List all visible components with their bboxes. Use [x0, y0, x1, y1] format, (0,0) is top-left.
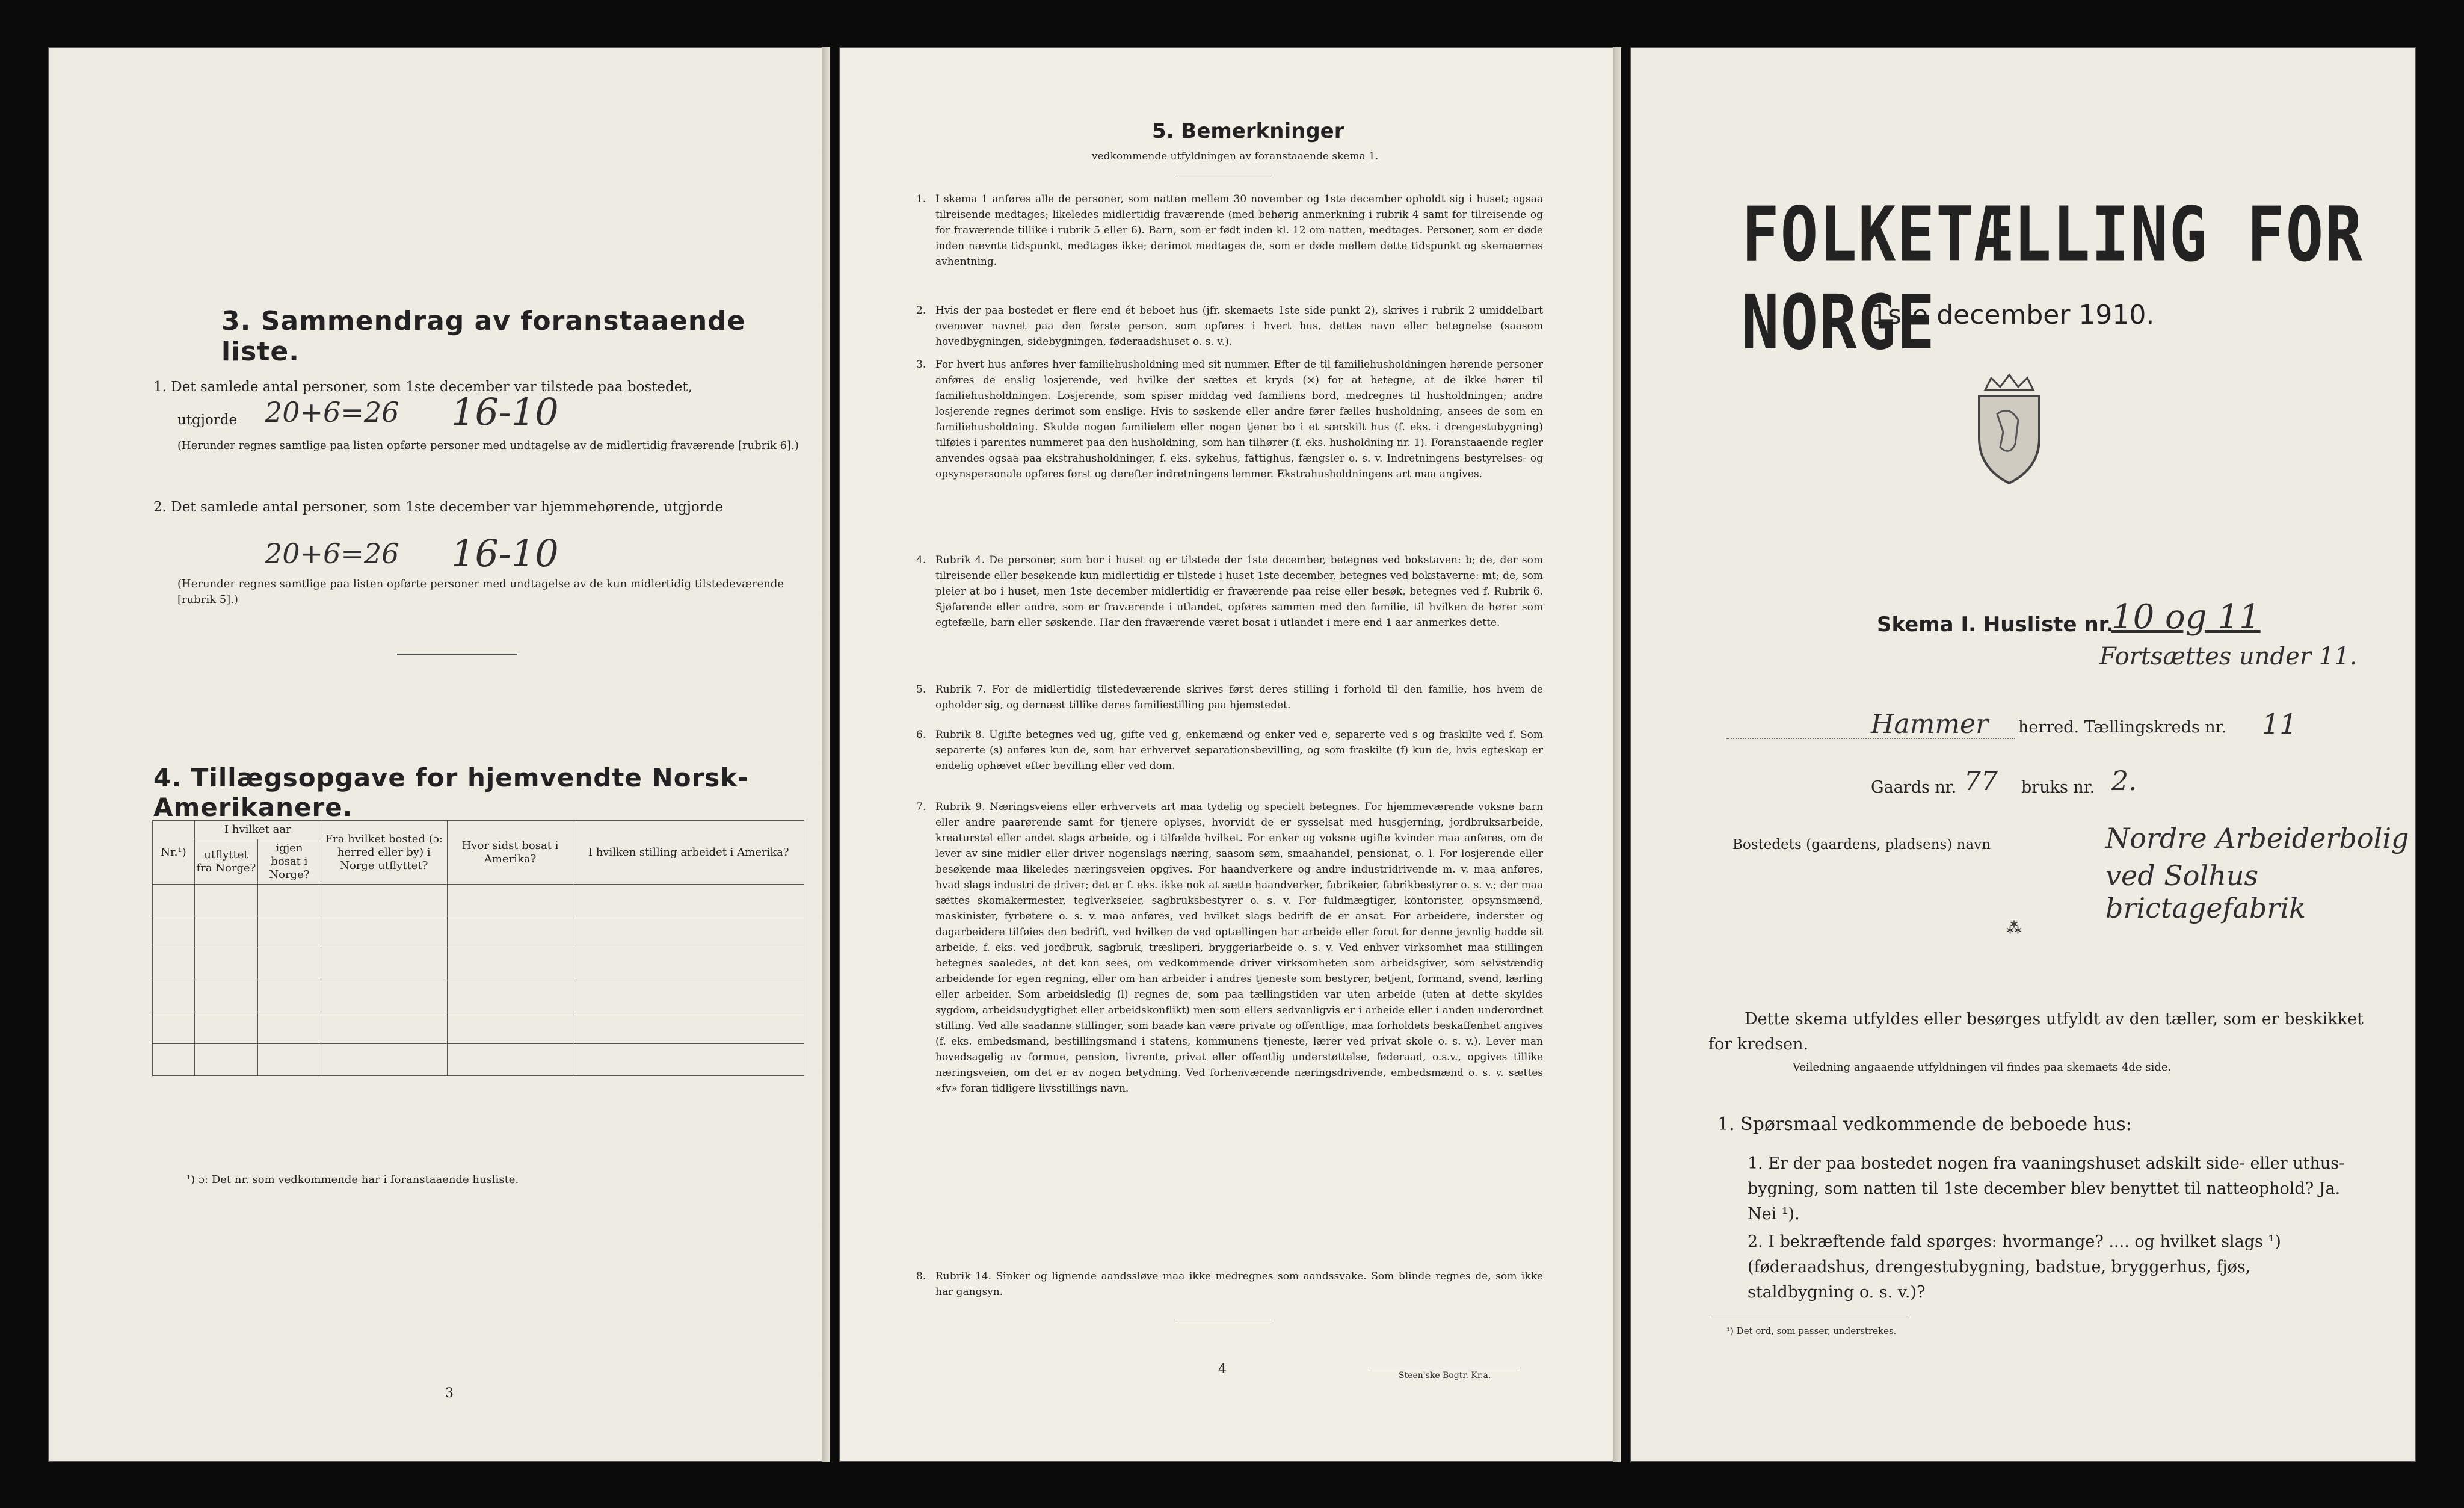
remarks-subtitle: vedkommende utfyldningen av foranstaaende skema 1.: [1092, 150, 1379, 162]
gaards-handwritten: 77: [1964, 766, 1998, 797]
col-emigrated: utflyttet fra Norge?: [194, 839, 257, 885]
section3-title: 3. Sammendrag av foranstaaende liste.: [221, 306, 746, 367]
remark-2: 2. Hvis der paa bostedet er flere end ét beboet hus (jfr. skemaets 1ste side punkt 2), skrives i rubrik 2 umiddelbart ovenover navnet paa den første person, som opføres i hvert hus, dettes navn eller betegnelse (saasom hovedbygningen, sidebygningen, føderaadshuset o. s. v.).: [916, 304, 1543, 348]
kreds-handwritten: 11: [2262, 708, 2297, 740]
question-heading: 1. Spørsmaal vedkommende de beboede hus:: [1717, 1114, 2132, 1135]
remark-3: 3. For hvert hus anføres hver familiehusholdning med sit nummer. Efter de til familiehusholdningen hørende personer anføres de enslig losjerende, ved hvilke der sættes et kryds (×) for at betegne, at de ikke hører til familiehusholdningen. Losjerende, som spiser middag ved familiens bord, medregnes til husholdningen; andre losjerende regnes derimot som enslige. Hvis to søskende eller andre fører fælles husholdning, ansees de som en familiehusholdning. Skulde nogen familielem eller nogen tjener bo i et særskilt hus (f. eks. i drengestubygning) tilføies i parentes nummeret paa den husholdning, som han tilhører (f. eks. husholdning nr. 1). Foranstaaende regler anvendes ogsaa paa ekstrahusholdninger, f. eks. sykehus, fattighus, fængsler o. s. v. Indretningens bestyrelses- og opsynspersonale opføres først og derefter indretningens lemmer. Ekstrahusholdningens art maa angives.: [916, 359, 1543, 480]
table-row: [153, 885, 804, 916]
page-number: 3: [445, 1386, 454, 1401]
page-middle: [839, 47, 1621, 1462]
page-fold: [822, 47, 830, 1462]
divider: [397, 654, 517, 655]
handwritten-count-2b: 16-10: [451, 531, 559, 575]
table-row: [153, 948, 804, 980]
handwritten-count-1a: 20+6=26: [265, 396, 399, 428]
footnote: ¹) Det ord, som passer, understrekes.: [1726, 1326, 1897, 1336]
coat-of-arms-icon: [1967, 372, 2051, 486]
col-occupation: I hvilken stilling arbeidet i Amerika?: [573, 821, 804, 885]
instruction-text: Dette skema utfyldes eller besørges utfyldt av den tæller, som er beskikket for kredsen.: [1708, 1010, 2364, 1054]
remark-4: 4. Rubrik 4. De personer, som bor i huset og er tilstede der 1ste december, betegnes ved bokstaven: b; de, der som tilreisende eller besøkende kun midlertidig er tilstede i huset 1ste december, betegnes ved bokstaverne: mt; de, som pleier at bo i huset, men 1ste december midlertidig er fraværende paa reise eller besøk, betegnes ved f. Rubrik 6. Sjøfarende eller andre, som er fraværende i utlandet, opføres sammen med den familie, til hvilken de hører som egtefælle, barn eller søskende. Har den fraværende været bosat i utlandet i mere end 1 aar anmerkes dette.: [916, 554, 1543, 629]
gaards-label: Gaards nr.: [1871, 778, 1957, 797]
summary-item2: 2. Det samlede antal personer, som 1ste december var hjemmehørende, utgjorde: [153, 499, 724, 515]
husliste-number-handwritten: 10 og 11: [2111, 598, 2261, 637]
page-right: [1630, 47, 2416, 1462]
section4-title: 4. Tillægsopgave for hjemvendte Norsk-Amerikanere.: [153, 763, 749, 822]
herred-handwritten: Hammer: [1871, 709, 1989, 740]
census-date: 1ste december 1910.: [1871, 300, 2155, 330]
bruks-handwritten: 2.: [2111, 766, 2137, 797]
handwritten-count-1b: 16-10: [451, 390, 559, 434]
table-row: [153, 1012, 804, 1044]
remark-1: 1. I skema 1 anføres alle de personer, som natten mellem 30 november og 1ste december opholdt sig i huset; ogsaa tilreisende medtages; likeledes midlertidig fraværende (med behørig anmerkning i rubrik 4 samt for tilreisende og for fraværende tillike i rubrik 5 eller 6). Barn, som er født inden kl. 12 om natten, medtages. Personer, som er døde inden nævnte tidspunkt, medtages ikke; derimot medtages de, som er døde mellem dette tidspunkt og skemaernes avhentning.: [916, 193, 1543, 268]
skema-label: Skema I. Husliste nr.: [1877, 613, 2114, 637]
herred-label: herred. Tællingskreds nr.: [2018, 718, 2227, 737]
printer-mark: Steen'ske Bogtr. Kr.a.: [1399, 1371, 1491, 1380]
remark-6: 6. Rubrik 8. Ugifte betegnes ved ug, gifte ved g, enkemænd og enker ved e, separerte ved s og fraskilte ved f. Som separerte (s) anføres kun de, som har erhvervet separationsbevilling, og som fraskilte (f) kun de, hvis egteskap er endelig ophævet efter bevilling eller ved dom.: [916, 729, 1543, 772]
col-last-place: Hvor sidst bosat i Amerika?: [447, 821, 573, 885]
table-row: [153, 1044, 804, 1076]
bosted-handwritten-1: Nordre Arbeiderbolig: [2105, 822, 2409, 854]
remark-7: 7. Rubrik 9. Næringsveiens eller erhvervets art maa tydelig og specielt betegnes. For hjemmeværende voksne barn eller andre paarørende samt for tjenere oplyses, hvorvidt de er sysselsat med husgjerning, jordbruksarbeide, kreaturstel eller andet slags arbeide, og i tilfælde hvilket. For enker og voksne ugifte kvinder maa anføres, om de lever av sine midler eller driver nogenslags næring, saasom søm, smaahandel, pensionat, o. l. For losjerende eller besøkende maa likeledes næringsveien opgives. For haandverkere og andre industridrivende m. v. maa anføres, hvad slags industri de driver; det er f. eks. ikke nok at sætte haandverker, fabrikeier, fabrikbestyrer o. s. v.; der maa sættes skomakermester, teglverkseier, sagbruksbestyrer o. s. v. For fuldmægtiger, kontorister, opsynsmænd, maskinister, fyrbøtere o. s. v. maa anføres, ved hvilket slags bedrift de er ansat. For arbeidere, inderster og dagarbeidere tilføies den bedrift, ved hvilken de ved optællingen har arbeide eller forut for denne jevnlig hadde sit arbeide, f. eks. ved jordbruk, sagbruk, træsliperi, bryggeriarbeide o. s. v. Ved enhver virksomhet maa stillingen betegnes saaledes, at det kan sees, om vedkommende driver virksomheten som arbeidsgiver, som selvstændig arbeidende for egen regning, eller om han arbeider i andres tjeneste som bestyrer, betjent, formand, svend, lærling eller arbeider. Som arbeidsledig (l) regnes de, som paa tællingstiden var uten arbeide (uten at dette skyldes sygdom, arbeidsudygtighet eller arbeidskonflikt) men som ellers sedvanligvis er i arbeide eller i anden underordnet stilling. Ved alle saadanne stillinger, som baade kan være private og offentlige, maa forholdets beskaffenhet angives (f. eks. embedsmand, bestillingsmand i statens, kommunens tjeneste, lærer ved privat skole o. s. v.). Lever man hovedsagelig av formue, pension, livrente, privat eller offentlig understøttelse, føderaad, o.s.v., opgives tillike næringsveien, om det er av nogen betydning. Ved forhenværende næringsdrivende, embedsmænd o. s. v. sættes «fv» foran tidligere livsstillings navn.: [916, 801, 1543, 1095]
form-title: FOLKETÆLLING FOR NORGE: [1742, 190, 2364, 366]
summary-item2-note: (Herunder regnes samtlige paa listen opførte personer med undtagelse av de kun midlertidig tilstedeværende [rubrik 5].): [177, 578, 784, 606]
ornament-icon: ⁂: [2006, 919, 2022, 938]
page-fold: [1613, 47, 1621, 1462]
page-number: 4: [1218, 1362, 1227, 1377]
bosted-label: Bostedets (gaardens, pladsens) navn: [1732, 837, 1991, 853]
question-1: 1. Er der paa bostedet nogen fra vaaningshuset adskilt side- eller uthus-bygning, som natten til 1ste december blev benyttet til natteophold? Ja. Nei ¹).: [1748, 1154, 2345, 1223]
col-nr: Nr.¹): [153, 821, 195, 885]
remark-8: 8. Rubrik 14. Sinker og lignende aandssløve maa ikke medregnes som aandssvake. Som blinde regnes de, som ikke har gangsyn.: [916, 1270, 1543, 1298]
question-2: 2. I bekræftende fald spørges: hvormange? .... og hvilket slags ¹) (føderaadshus, drengestubygning, badstue, bryggerhus, fjøs, staldbygning o. s. v.)?: [1748, 1232, 2281, 1302]
summary-item1-note: (Herunder regnes samtlige paa listen opførte personer med undtagelse av de midlertidig fraværende [rubrik 6].): [177, 439, 799, 452]
handwritten-count-2a: 20+6=26: [265, 537, 399, 570]
continued-handwritten: Fortsættes under 11.: [2099, 643, 2358, 670]
summary-item1: 1. Det samlede antal personer, som 1ste december var tilstede paa bostedet,: [153, 379, 692, 395]
remark-5: 5. Rubrik 7. For de midlertidig tilstedeværende skrives først deres stilling i forhold til den familie, hos hvem de opholder sig, og dernæst tillike deres familiestilling paa hjemstedet.: [916, 684, 1543, 711]
bosted-handwritten-2: ved Solhus brictagefabrik: [2105, 859, 2306, 924]
table-row: [153, 980, 804, 1012]
norsk-amerikanere-table: [152, 820, 804, 1076]
bruks-label: bruks nr.: [2021, 778, 2095, 797]
table-footnote: ¹) ɔ: Det nr. som vedkommende har i foranstaaende husliste.: [186, 1173, 519, 1186]
page-left: [48, 47, 830, 1462]
remarks-title: 5. Bemerkninger: [1152, 119, 1344, 143]
summary-item1-line: utgjorde: [177, 412, 238, 428]
col-returned: igjen bosat i Norge?: [257, 839, 321, 885]
table-row: [153, 916, 804, 948]
instruction-small: Veiledning angaaende utfyldningen vil findes paa skemaets 4de side.: [1793, 1061, 2172, 1074]
col-from-where: Fra hvilket bosted (ɔ: herred eller by) i Norge utflyttet?: [321, 821, 447, 885]
col-which-year: I hvilket aar: [194, 821, 321, 839]
